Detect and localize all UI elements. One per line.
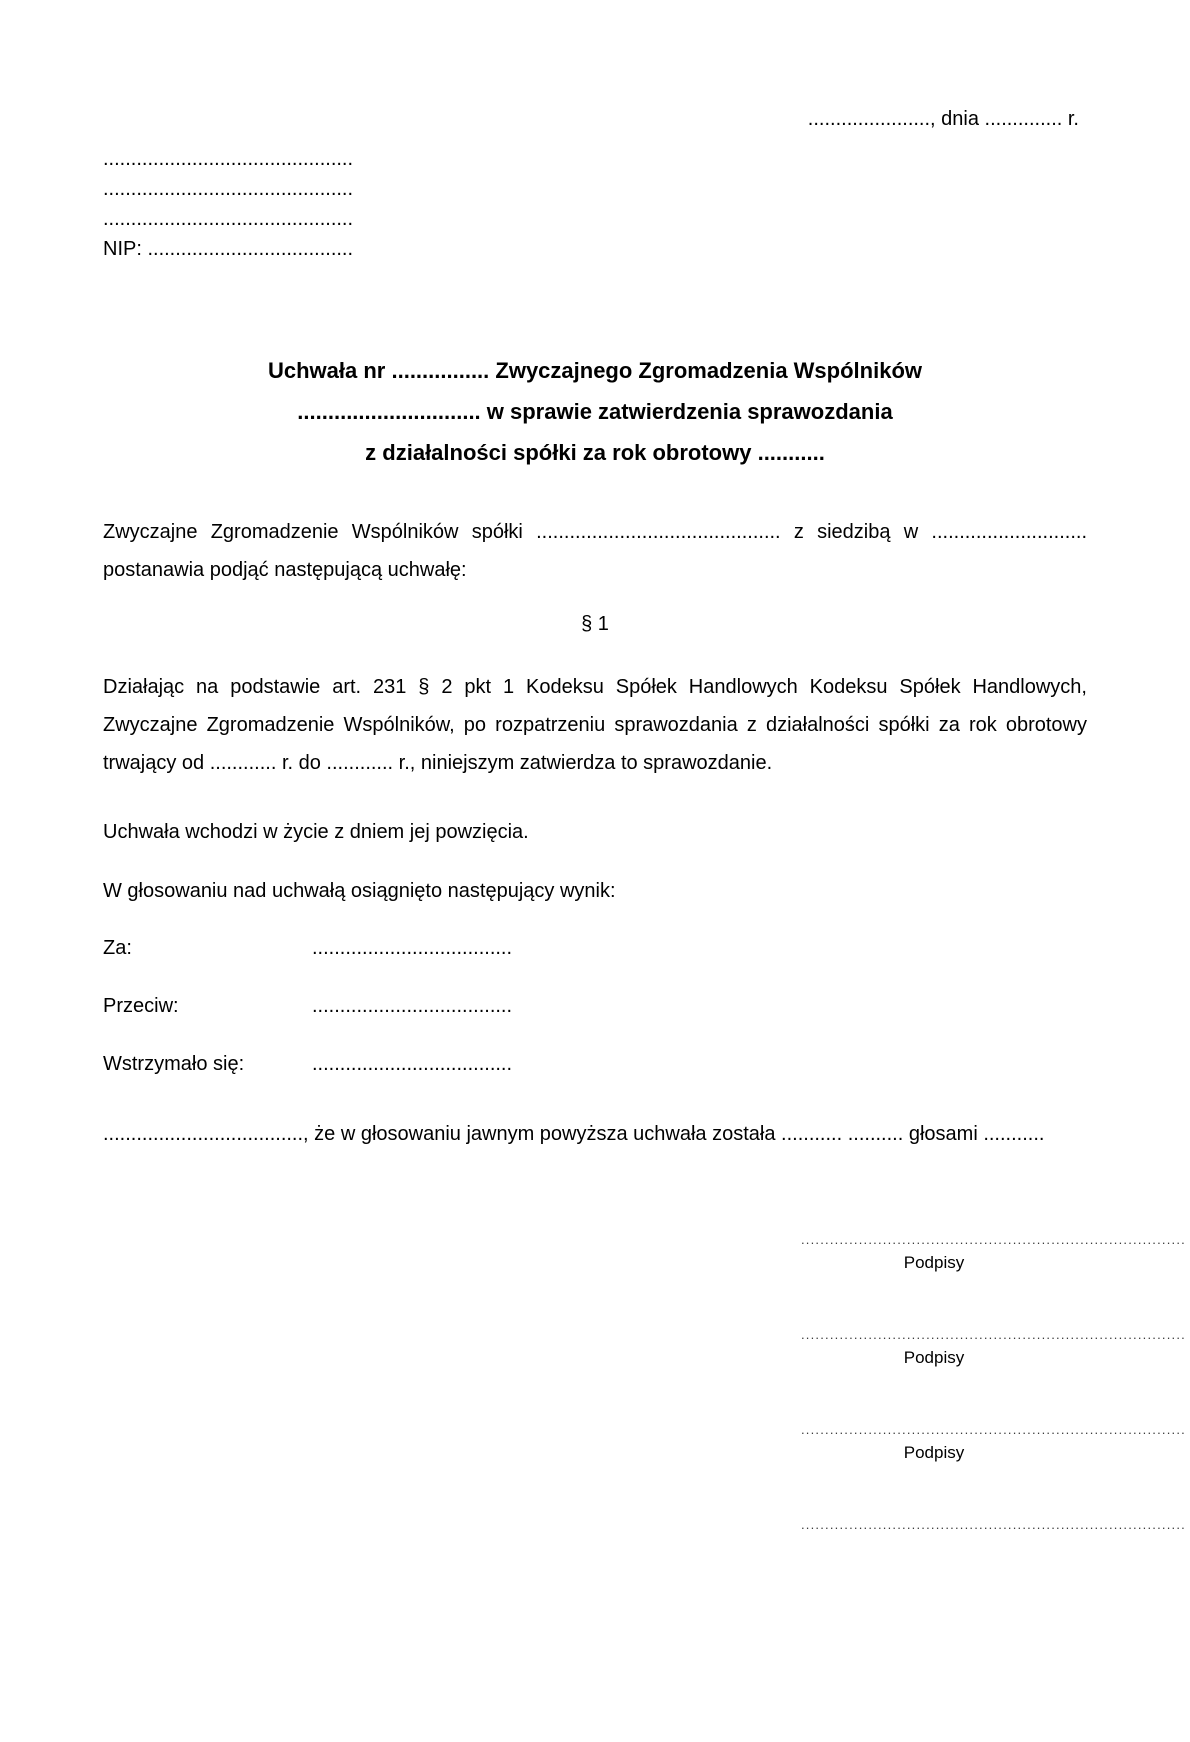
company-line-3: ............................................. [103,208,354,230]
effect-line: Uchwała wchodzi w życie z dniem jej powzięcia. [103,821,529,843]
section-heading: § 1 [581,613,609,635]
vote-dots: .................................... [312,937,513,959]
document-page [0,106,1190,1742]
signature-label: Podpisy [903,1253,965,1272]
vote-row-za [103,929,1087,967]
title-line-1: Uchwała nr ................ Zwyczajnego Zgromadzenia Wspólników [268,358,922,383]
signature-label: Podpisy [903,1443,965,1462]
signature-rule: ................................................................................ [801,1327,1186,1342]
voting-intro: W głosowaniu nad uchwałą osiągnięto następujący wynik: [103,880,616,902]
closing-line: ...................................., że w głosowaniu jawnym powyższa uchwała została ........... .......... głosami ........... [103,1123,1045,1145]
signature-block [801,1422,1186,1518]
company-line-2: ............................................. [103,178,354,200]
company-line-1: ............................................. [103,148,354,170]
title-line-2: .............................. w sprawie zatwierdzenia sprawozdania [297,399,893,424]
signature-block [801,1327,1186,1423]
signature-rule: ................................................................................ [801,1422,1186,1437]
vote-row-wstrzymalo [103,1045,1087,1083]
date-line: ......................, dnia .............. r. [807,108,1079,130]
signature-label: Podpisy [903,1348,965,1367]
vote-dots: .................................... [312,1053,513,1075]
nip-line: NIP: ..................................... [103,238,354,260]
vote-row-przeciw [103,987,1087,1025]
vote-label: Za: [103,937,132,959]
vote-dots: .................................... [312,995,513,1017]
document-title [103,350,1087,473]
signature-block-last [801,1517,1186,1613]
intro-paragraph: Zwyczajne Zgromadzenie Wspólników spółki ............................................ z siedzibą w ............................ postanawia podjąć następującą uchwałę: [103,521,1087,581]
signature-area [801,1232,1186,1613]
signature-rule: ................................................................................ [801,1517,1186,1532]
company-block [103,144,1087,264]
vote-label: Przeciw: [103,995,179,1017]
signature-rule: ................................................................................ [801,1232,1186,1247]
body-paragraph: Działając na podstawie art. 231 § 2 pkt 1 Kodeksu Spółek Handlowych Kodeksu Spółek Handlowych, Zwyczajne Zgromadzenie Wspólników, po rozpatrzeniu sprawozdania z działalności spółki za rok obrotowy trwający od ............ r. do ............ r., niniejszym zatwierdza to sprawozdanie. [103,676,1087,774]
signature-block [801,1232,1186,1328]
vote-label: Wstrzymało się: [103,1053,245,1075]
title-line-3: z działalności spółki za rok obrotowy ........... [365,440,825,465]
